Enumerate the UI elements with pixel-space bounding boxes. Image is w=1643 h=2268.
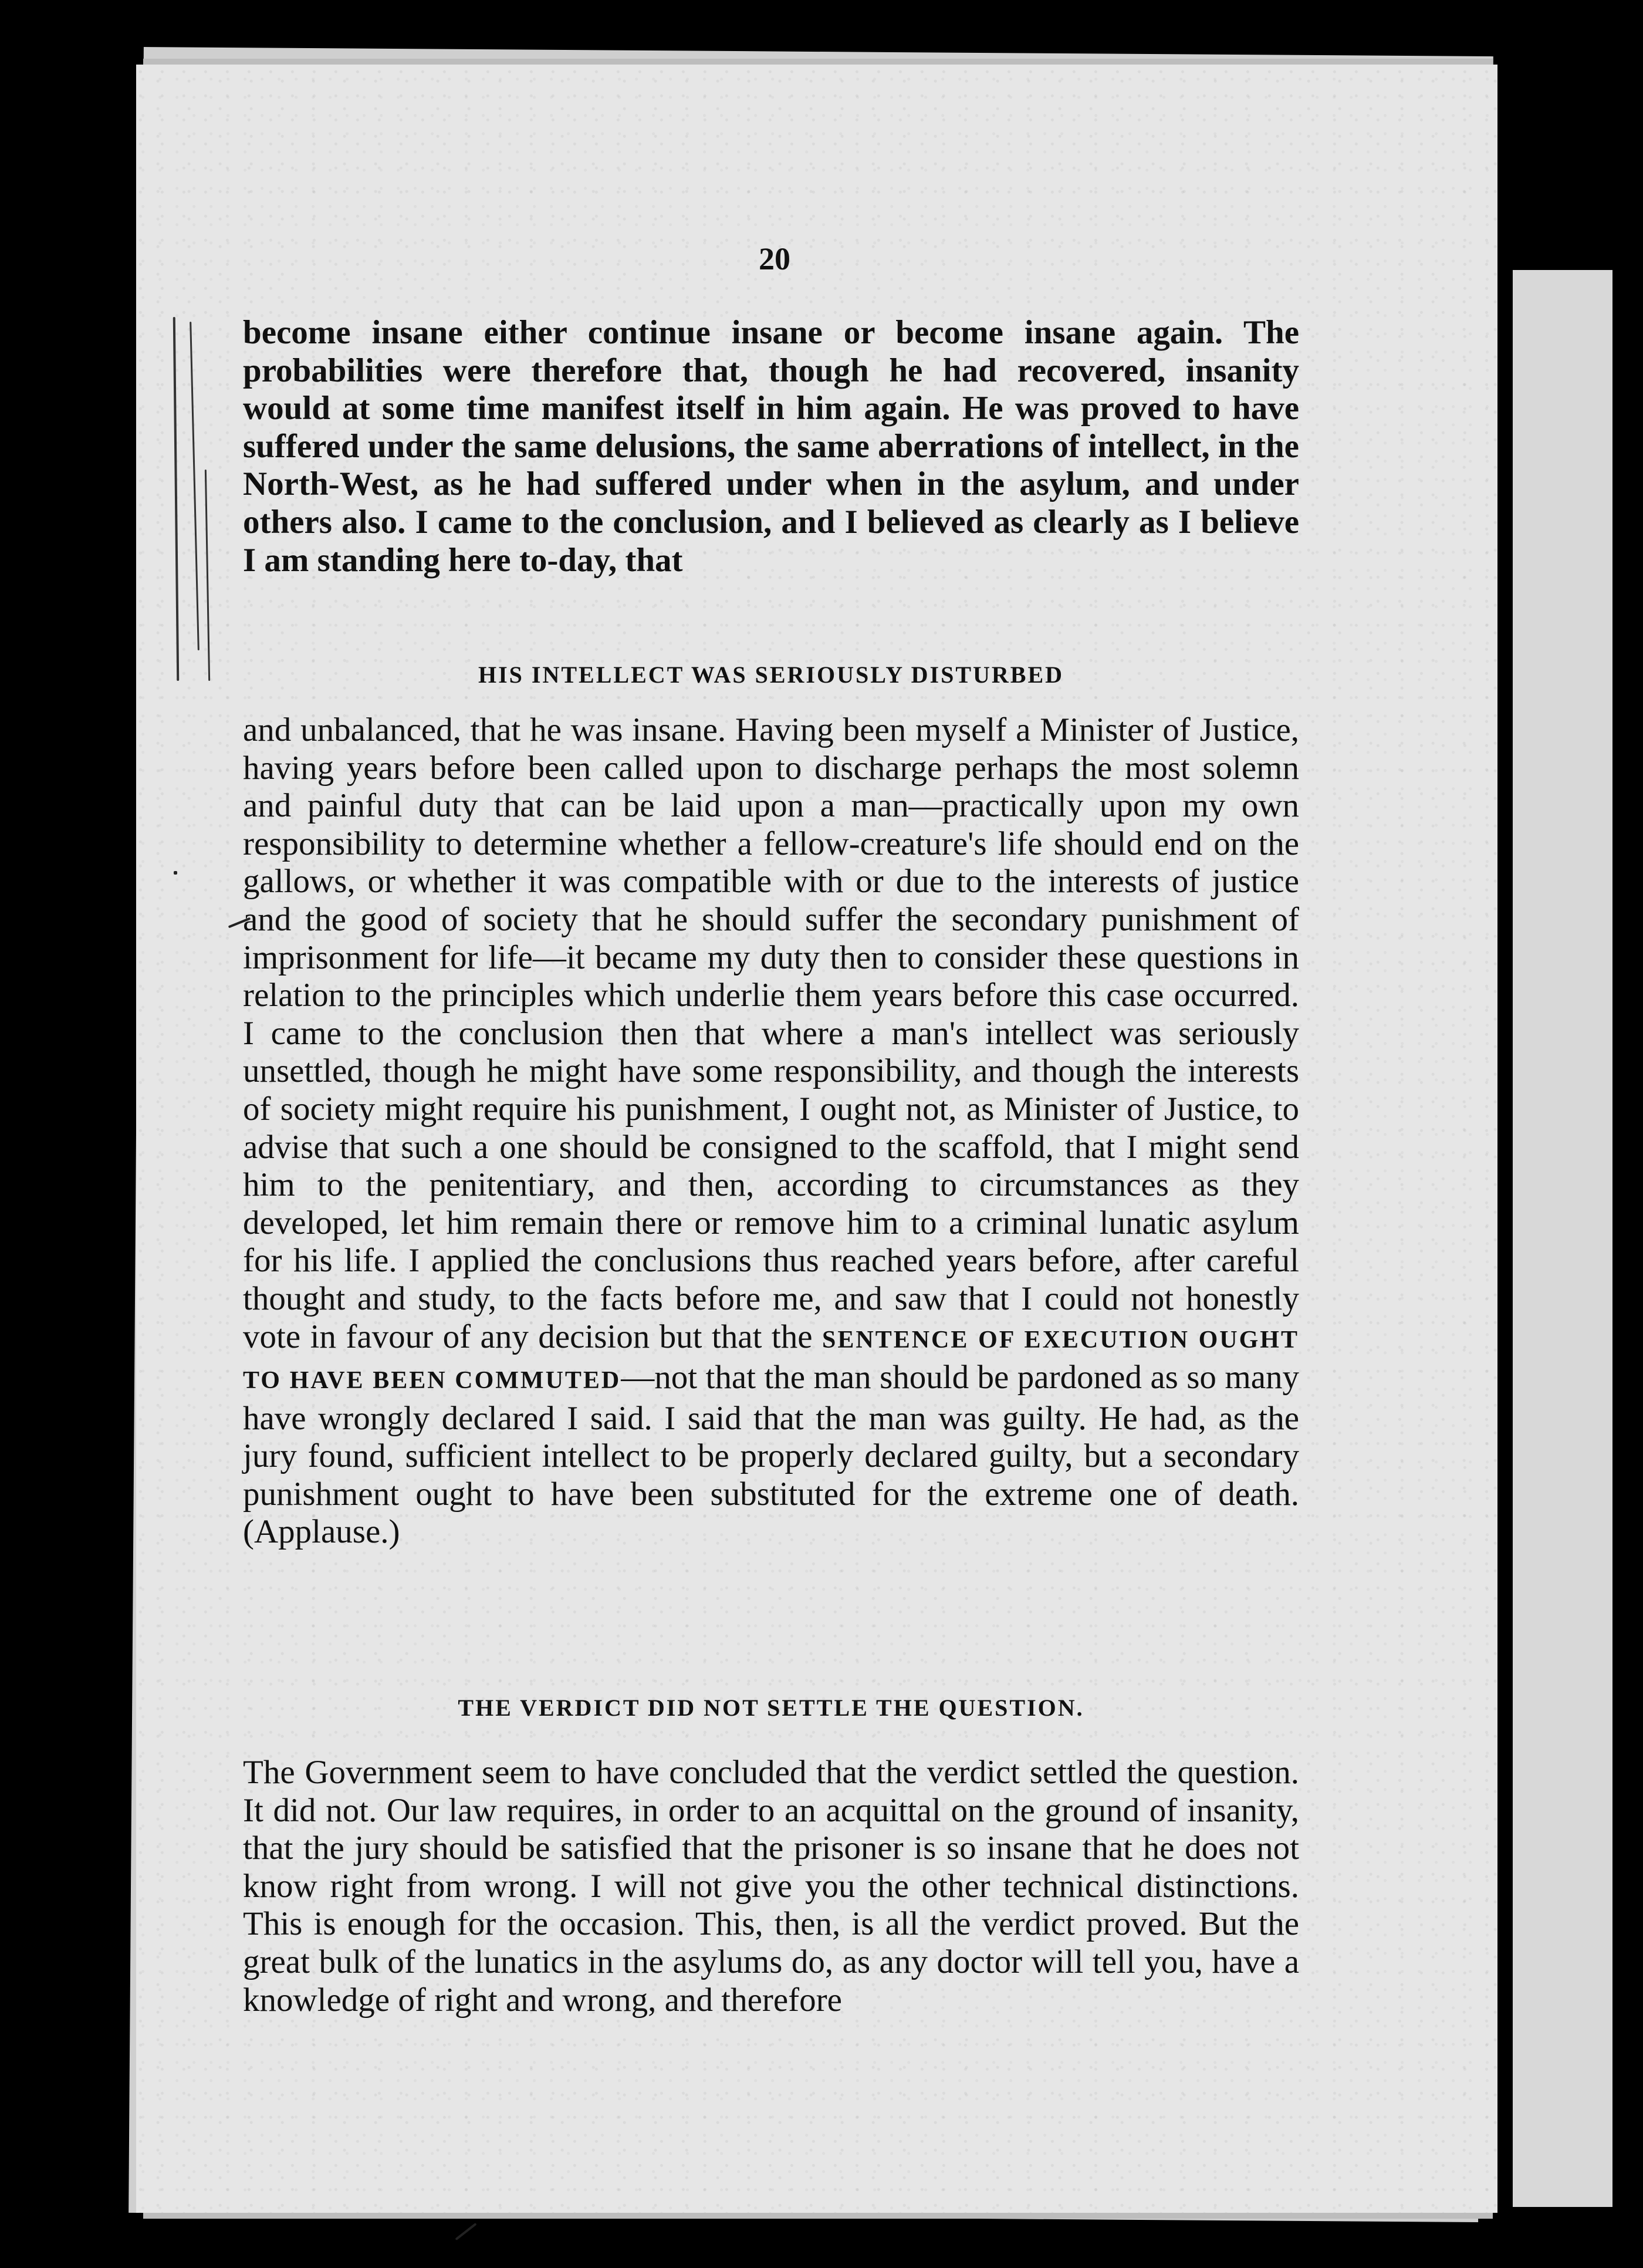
paragraph-3	[243, 1754, 1299, 2019]
page-number: 20	[759, 241, 790, 276]
bottom-pen-mark	[455, 2223, 476, 2240]
commuted-emphasis: SENTENCE OF EXECUTION OUGHT TO HAVE BEEN COMMUTED	[243, 1326, 1299, 1395]
paragraph-2-end: —not that the man should be pardoned as so many have wrongly declared I said. I said that the man was guilty. He had, as the jury found, sufficient intellect to be properly declared guilty, but a secondary punishment ought to have been substituted for the extreme one of death. (Applause.)	[243, 1359, 1299, 1551]
paragraph-1	[243, 314, 1299, 579]
heading-verdict: THE VERDICT DID NOT SETTLE THE QUESTION.	[458, 1695, 1084, 1721]
paragraph-2	[243, 711, 1299, 1551]
heading-intellect-disturbed: HIS INTELLECT WAS SERIOUSLY DISTURBED	[478, 662, 1064, 688]
paragraph-2-main: and unbalanced, that he was insane. Having been myself a Minister of Justice, having years before been called upon to discharge perhaps the most solemn and painful duty that can be laid upon a man—practically upon my own responsibility to determine whether a fellow-creature's life should end on the gallows, or whether it was compatible with or due to the interests of justice and the good of society that he should suffer the secondary punishment of imprisonment for life—it became my duty then to consider these questions in relation to the principles which underlie them years before this case occurred. I came to the conclusion then that where a man's intellect was seriously unsettled, though he might have some responsibility, and though the interests of society might require his punishment, I ought not, as Minister of Justice, to advise that such a one should be consigned to the scaffold, that I might send him to the penitentiary, and then, according to circumstances as they developed, let him remain there or remove him to a criminal lunatic asylum for his life. I applied the conclusions thus reached years before, after careful thought and study, to the facts before me, and saw that I could not honestly vote in favour of any decision but that the	[243, 711, 1299, 1355]
paragraph-3-text: The Government seem to have concluded that the verdict settled the question. It did not. Our law requires, in order to an acquittal on the ground of insanity, that the jury should be satisfied that the prisoner is so insane that he does not know right from wrong. I will not give you the other technical distinctions. This is enough for the occasion. This, then, is all the verdict proved. But the great bulk of the lunatics in the asylums do, as any doctor will tell you, have a knowledge of right and wrong, and therefore	[243, 1754, 1299, 2019]
stray-dot	[174, 871, 177, 875]
paragraph-2-text	[243, 711, 1299, 1551]
adjacent-page-edge	[1513, 270, 1612, 2207]
paragraph-1-text: become insane either continue insane or become insane again. The probabilities were therefore that, though he had recovered, insanity would at some time manifest itself in him again. He was proved to have suffered under the same delusions, the same aberrations of intellect, in the North-West, as he had suffered under when in the asylum, and under others also. I came to the conclusion, and I believed as clearly as I believe I am standing here to-day, that	[243, 314, 1299, 579]
